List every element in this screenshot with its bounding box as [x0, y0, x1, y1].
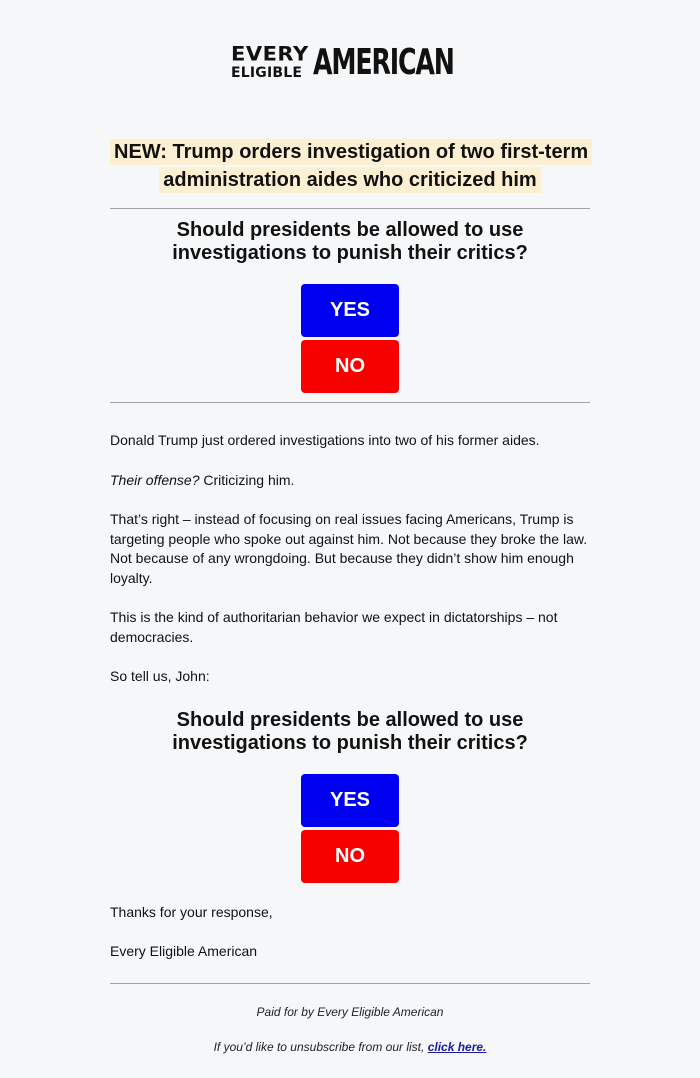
unsubscribe-line [110, 1040, 590, 1054]
headline-text: Trump orders investigation of two first-term administration aides who criticized him [163, 141, 589, 191]
unsubscribe-link[interactable]: click here. [427, 1039, 487, 1054]
no-button-bottom[interactable]: NO [301, 830, 399, 883]
yes-button-bottom[interactable]: YES [301, 774, 399, 827]
signoff-signature: Every Eligible American [110, 943, 258, 959]
divider-top [110, 208, 590, 209]
yes-button-top[interactable]: YES [301, 284, 399, 337]
brand-logo [110, 0, 590, 120]
poll-question-bottom: Should presidents be allowed to use investigations to punish their critics? [172, 708, 528, 754]
logo-word-american: AMERICAN [312, 41, 454, 83]
headline-prefix: NEW: [114, 141, 167, 163]
logo-word-eligible: ELIGIBLE [230, 65, 303, 81]
unsubscribe-text: If you’d like to unsubscribe from our list, [213, 1039, 428, 1054]
divider-middle [110, 402, 590, 403]
body-emphasis: Their offense? [110, 471, 200, 488]
poll-question-top: Should presidents be allowed to use investigations to punish their critics? [172, 219, 528, 264]
signoff-thanks: Thanks for your response, [110, 903, 273, 920]
divider-bottom [110, 983, 590, 984]
body-paragraph-4: This is the kind of authoritarian behavior we expect in dictatorships – not democracies. [110, 609, 558, 645]
body-paragraph-2-rest: Criticizing him. [199, 471, 295, 488]
poll-buttons-top [110, 284, 590, 393]
email-container [110, 0, 590, 1054]
logo-word-every: EVERY [230, 42, 309, 66]
body-paragraph-1: Donald Trump just ordered investigations into two of his former aides. [110, 432, 540, 448]
no-button-top[interactable]: NO [301, 340, 399, 393]
signoff [110, 903, 590, 962]
body-paragraph-2 [110, 471, 590, 491]
email-body [110, 431, 590, 687]
body-paragraph-3: That’s right – instead of focusing on real issues facing Americans, Trump is targeting people who spoke out against him. Not because they broke the law. Not because of any wrongdoing. But because they didn’t show him enough loyalty. [110, 511, 588, 586]
headline [110, 138, 590, 208]
logo-lockup [231, 42, 469, 83]
paid-for-disclaimer: Paid for by Every Eligible American [256, 1004, 444, 1019]
poll-buttons-bottom [110, 774, 590, 883]
logo-stack [231, 44, 309, 80]
footer [110, 1005, 590, 1054]
body-paragraph-5: So tell us, John: [110, 668, 210, 684]
headline-highlight [110, 139, 592, 193]
